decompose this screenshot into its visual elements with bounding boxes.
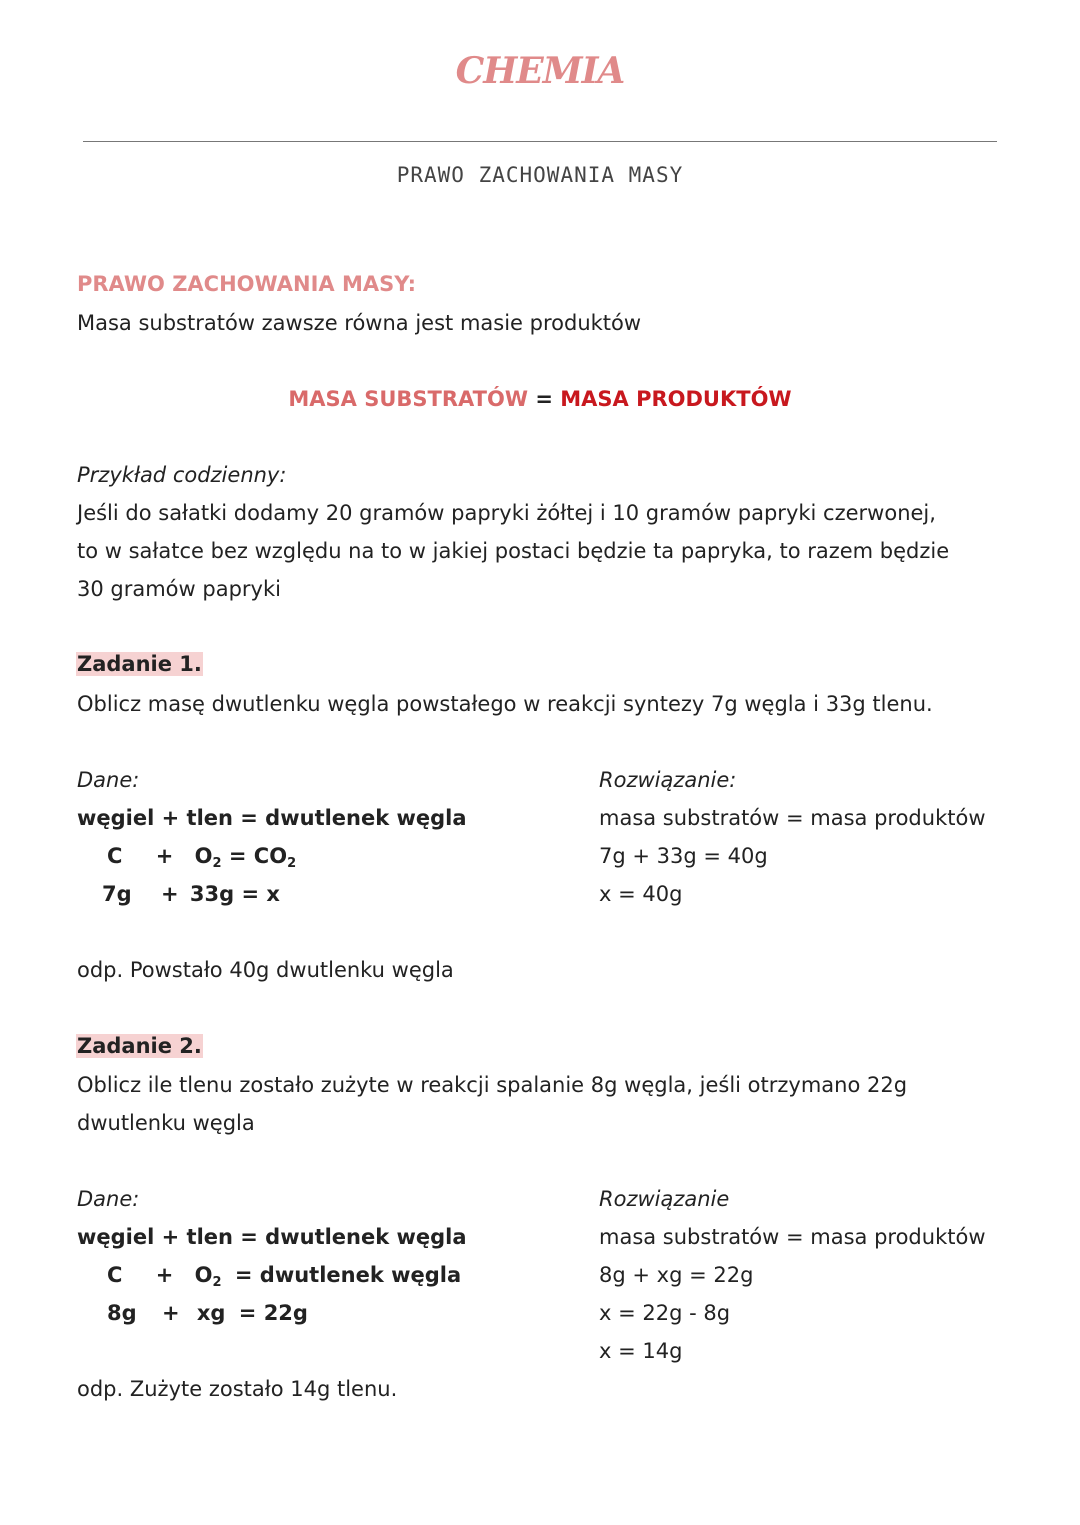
plus-sign: +	[155, 1263, 174, 1287]
plus-sign: +	[160, 882, 179, 906]
header-divider	[83, 141, 997, 142]
plus-sign: +	[155, 844, 174, 868]
oxygen-symbol: $O_2$	[194, 1263, 222, 1290]
mass-carbon: 8g	[107, 1301, 137, 1325]
example-line: to w sałatce bez względu na to w jakiej postaci będzie ta papryka, to razem będzie	[77, 539, 950, 563]
task2-solution-line: masa substratów = masa produktów	[599, 1225, 986, 1249]
task1-masses	[102, 882, 280, 906]
task1-solution-label: Rozwiązanie:	[599, 768, 737, 792]
equation-left: MASA SUBSTRATÓW	[288, 387, 528, 411]
plus-sign: +	[161, 1301, 180, 1325]
example-line: 30 gramów papryki	[77, 577, 281, 601]
mass-carbon: 7g	[102, 882, 132, 906]
task2-word-equation: węgiel + tlen = dwutlenek węgla	[77, 1225, 467, 1249]
task1-text: Oblicz masę dwutlenku węgla powstałego w reakcji syntezy 7g węgla i 33g tlenu.	[77, 692, 933, 716]
task1-solution-line: 7g + 33g = 40g	[599, 844, 768, 868]
equation-right: MASA PRODUKTÓW	[560, 387, 792, 411]
task2-solution-line: x = 22g - 8g	[599, 1301, 731, 1325]
mass-rest: = 22g	[238, 1301, 308, 1325]
equation-equals: =	[535, 387, 553, 411]
example-line: Jeśli do sałatki dodamy 20 gramów papryki żółtej i 10 gramów papryki czerwonej,	[77, 501, 936, 525]
logo: CHEMIA	[455, 50, 625, 92]
task2-text: dwutlenku węgla	[77, 1111, 255, 1135]
carbon-symbol: C	[107, 1263, 123, 1287]
equals-sign: =	[228, 844, 247, 868]
page-subtitle: PRAWO ZACHOWANIA MASY	[396, 163, 684, 187]
task2-text: Oblicz ile tlenu zostało zużyte w reakcji spalanie 8g węgla, jeśli otrzymano 22g	[77, 1073, 908, 1097]
task1-word-equation: węgiel + tlen = dwutlenek węgla	[77, 806, 467, 830]
task1-heading: Zadanie 1.	[77, 652, 202, 676]
task2-formula	[107, 1263, 462, 1290]
mass-oxygen: xg	[196, 1301, 226, 1325]
task2-given-label: Dane:	[77, 1187, 140, 1211]
oxygen-symbol: $O_2$	[194, 844, 222, 871]
co2-symbol: $CO_2$	[253, 844, 297, 871]
mass-equation	[0, 387, 1080, 411]
task2-masses	[107, 1301, 308, 1325]
task2-heading: Zadanie 2.	[77, 1034, 202, 1058]
task2-solution-label: Rozwiązanie	[599, 1187, 730, 1211]
formula-rest: = dwutlenek węgla	[234, 1263, 462, 1287]
task2-solution-line: 8g + xg = 22g	[599, 1263, 754, 1287]
task2-solution-line: x = 14g	[599, 1339, 683, 1363]
definition-heading: PRAWO ZACHOWANIA MASY:	[77, 272, 416, 296]
carbon-symbol: C	[107, 844, 123, 868]
task1-answer: odp. Powstało 40g dwutlenku węgla	[77, 958, 454, 982]
task2-answer: odp. Zużyte zostało 14g tlenu.	[77, 1377, 398, 1401]
mass-rest: 33g = x	[189, 882, 280, 906]
task1-given-label: Dane:	[77, 768, 140, 792]
definition-text: Masa substratów zawsze równa jest masie produktów	[77, 311, 642, 335]
task1-formula	[107, 844, 297, 871]
task1-solution-line: masa substratów = masa produktów	[599, 806, 986, 830]
task1-solution-line: x = 40g	[599, 882, 683, 906]
example-heading: Przykład codzienny:	[77, 463, 287, 487]
